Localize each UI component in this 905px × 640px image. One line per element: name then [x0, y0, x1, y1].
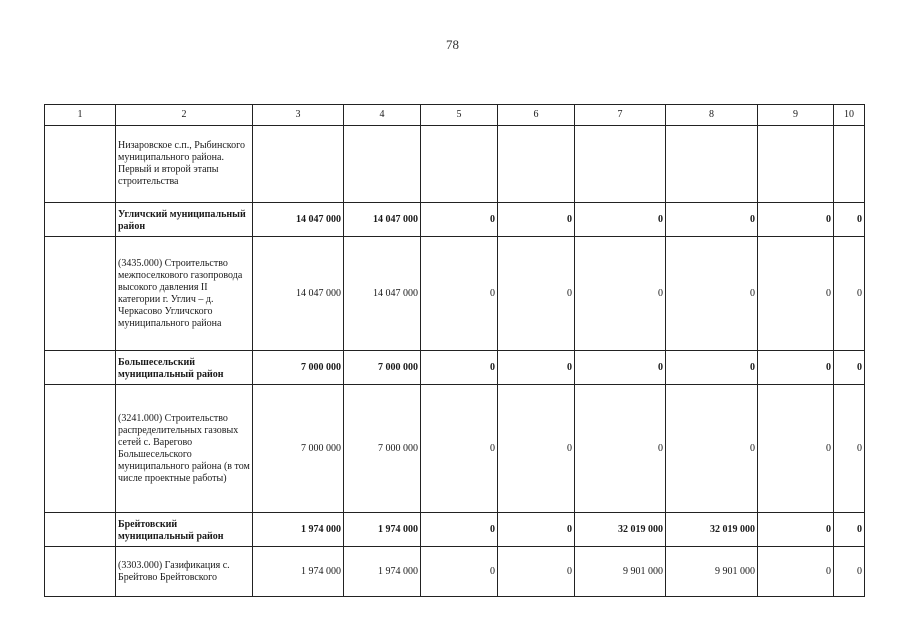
table-cell: 32 019 000: [575, 513, 666, 547]
column-header: 3: [253, 105, 344, 126]
table-cell: 0: [758, 351, 834, 385]
table-cell: 0: [758, 513, 834, 547]
table-cell: 0: [834, 203, 865, 237]
table-cell: 1 974 000: [344, 513, 421, 547]
table-row: [45, 126, 865, 203]
table-cell: 0: [834, 547, 865, 597]
table-cell: 0: [421, 547, 498, 597]
table-cell: 14 047 000: [253, 237, 344, 351]
table-cell: [45, 513, 116, 547]
table-cell: 9 901 000: [575, 547, 666, 597]
table-cell: [45, 237, 116, 351]
column-header: 7: [575, 105, 666, 126]
table-cell: 0: [758, 547, 834, 597]
table-cell: [45, 126, 116, 203]
column-header: 1: [45, 105, 116, 126]
subtotal-row: [45, 203, 865, 237]
table-cell: 0: [666, 385, 758, 513]
table-cell: 0: [666, 203, 758, 237]
column-header: 5: [421, 105, 498, 126]
table-cell: 1 974 000: [253, 547, 344, 597]
table-cell: [45, 385, 116, 513]
table-cell: 0: [575, 203, 666, 237]
table-cell: 14 047 000: [344, 237, 421, 351]
budget-table: [44, 104, 865, 597]
table-cell: [758, 126, 834, 203]
table-cell: 7 000 000: [253, 351, 344, 385]
table-cell: 0: [575, 237, 666, 351]
table-cell: [666, 126, 758, 203]
table-cell: 0: [758, 385, 834, 513]
subtotal-row: [45, 351, 865, 385]
table-cell: 7 000 000: [253, 385, 344, 513]
table-cell: 0: [421, 351, 498, 385]
table-cell: 0: [498, 385, 575, 513]
district-name: Брейтовский муниципальный район: [116, 513, 253, 547]
table-cell: [575, 126, 666, 203]
column-header: 2: [116, 105, 253, 126]
table-cell: 9 901 000: [666, 547, 758, 597]
table-cell: 0: [666, 237, 758, 351]
table-cell: 7 000 000: [344, 385, 421, 513]
column-header: 10: [834, 105, 865, 126]
table-cell: 0: [834, 237, 865, 351]
table-cell: 0: [421, 203, 498, 237]
page-number: 78: [446, 37, 459, 52]
row-description: (3241.000) Строительство распределительных газовых сетей с. Варегово Большесельского муниципального района (в том числе проектные работы): [116, 385, 253, 513]
table-cell: 32 019 000: [666, 513, 758, 547]
district-name: Большесельский муниципальный район: [116, 351, 253, 385]
table-cell: 0: [421, 385, 498, 513]
table-cell: [498, 126, 575, 203]
table-cell: [45, 547, 116, 597]
table-cell: 0: [575, 351, 666, 385]
table-cell: 0: [834, 385, 865, 513]
table-cell: 0: [834, 513, 865, 547]
table-row: [45, 385, 865, 513]
table-cell: 0: [498, 237, 575, 351]
table-cell: 0: [498, 547, 575, 597]
table-cell: 0: [498, 351, 575, 385]
table-row: [45, 237, 865, 351]
subtotal-row: [45, 513, 865, 547]
table-cell: 7 000 000: [344, 351, 421, 385]
table-cell: 1 974 000: [344, 547, 421, 597]
table-cell: 0: [498, 203, 575, 237]
table-cell: [421, 126, 498, 203]
table-cell: [45, 351, 116, 385]
table-cell: 0: [758, 237, 834, 351]
column-number-row: [45, 105, 865, 126]
row-description: Низаровское с.п., Рыбинского муниципального района. Первый и второй этапы строительства: [116, 126, 253, 203]
row-description: (3303.000) Газификация с. Брейтово Брейтовского: [116, 547, 253, 597]
table-cell: [834, 126, 865, 203]
table-cell: 0: [498, 513, 575, 547]
table-cell: [344, 126, 421, 203]
row-description: (3435.000) Строительство межпоселкового газопровода высокого давления II категории г. Углич – д. Черкасово Угличского муниципального района: [116, 237, 253, 351]
table-cell: [45, 203, 116, 237]
table-row: [45, 547, 865, 597]
table-cell: [253, 126, 344, 203]
table-cell: 1 974 000: [253, 513, 344, 547]
column-header: 8: [666, 105, 758, 126]
column-header: 9: [758, 105, 834, 126]
column-header: 4: [344, 105, 421, 126]
column-header: 6: [498, 105, 575, 126]
table-cell: 0: [575, 385, 666, 513]
table-cell: 0: [421, 237, 498, 351]
table-cell: 14 047 000: [344, 203, 421, 237]
table-cell: 0: [758, 203, 834, 237]
table-cell: 0: [834, 351, 865, 385]
table-cell: 0: [666, 351, 758, 385]
table-cell: 14 047 000: [253, 203, 344, 237]
district-name: Угличский муниципальный район: [116, 203, 253, 237]
table-cell: 0: [421, 513, 498, 547]
